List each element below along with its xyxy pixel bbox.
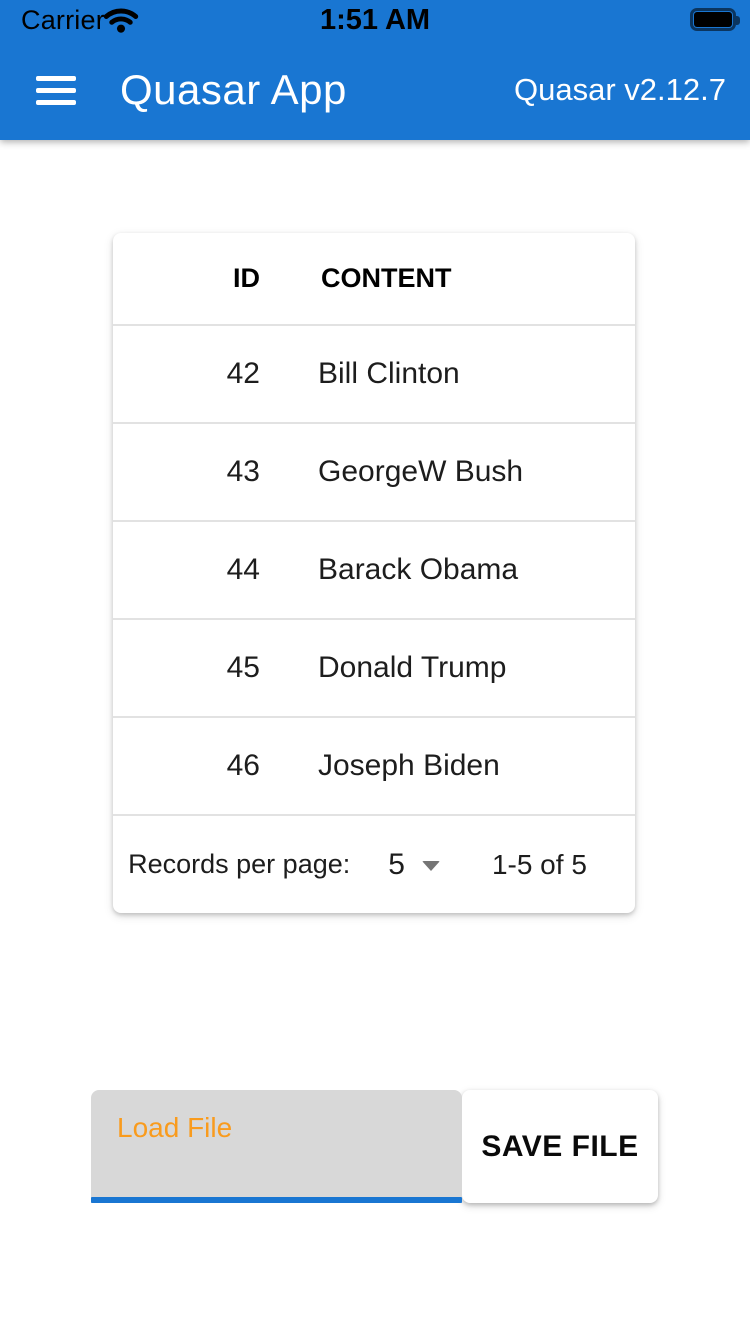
carrier-label: Carrier bbox=[21, 5, 105, 35]
toolbar bbox=[0, 40, 750, 140]
save-file-label: SAVE FILE bbox=[481, 1129, 639, 1163]
load-file-label: Load File bbox=[117, 1112, 233, 1143]
cell-id: 45 bbox=[226, 651, 260, 684]
page-range-label: 1-5 of 5 bbox=[491, 848, 587, 880]
save-file-button[interactable] bbox=[462, 1090, 658, 1203]
version-label: Quasar v2.12.7 bbox=[514, 72, 726, 107]
menu-button[interactable] bbox=[36, 68, 80, 112]
bottom-actions bbox=[91, 1090, 658, 1203]
cell-id: 46 bbox=[226, 749, 260, 782]
status-bar bbox=[0, 0, 750, 40]
table-row bbox=[113, 326, 635, 424]
cell-content: Bill Clinton bbox=[318, 357, 460, 390]
table-row bbox=[113, 718, 635, 816]
page-title: Quasar App bbox=[120, 66, 347, 113]
app-header bbox=[0, 0, 750, 140]
cell-content: Donald Trump bbox=[318, 651, 507, 684]
file-field-underline bbox=[91, 1197, 462, 1203]
page-size-select[interactable] bbox=[388, 848, 440, 882]
records-per-page-label: Records per page: bbox=[128, 849, 351, 879]
cell-id: 42 bbox=[226, 357, 260, 390]
cell-id: 43 bbox=[226, 455, 260, 488]
load-file-field[interactable] bbox=[91, 1090, 462, 1203]
cell-id: 44 bbox=[226, 553, 260, 586]
table-row bbox=[113, 620, 635, 718]
column-header-content: CONTENT bbox=[321, 263, 452, 293]
table-row bbox=[113, 424, 635, 522]
table-row bbox=[113, 522, 635, 620]
cell-content: Joseph Biden bbox=[318, 749, 500, 782]
time-label: 1:51 AM bbox=[319, 4, 431, 36]
battery-icon bbox=[690, 8, 736, 31]
table-header-row bbox=[113, 233, 635, 326]
cell-content: Barack Obama bbox=[318, 553, 519, 586]
cell-content: GeorgeW Bush bbox=[318, 455, 524, 488]
column-header-id: ID bbox=[233, 263, 260, 293]
table-pagination bbox=[113, 816, 635, 913]
page-size-value: 5 bbox=[388, 847, 405, 881]
hamburger-menu-icon bbox=[36, 76, 80, 105]
chevron-down-icon bbox=[422, 861, 440, 871]
data-table-card bbox=[113, 233, 635, 913]
